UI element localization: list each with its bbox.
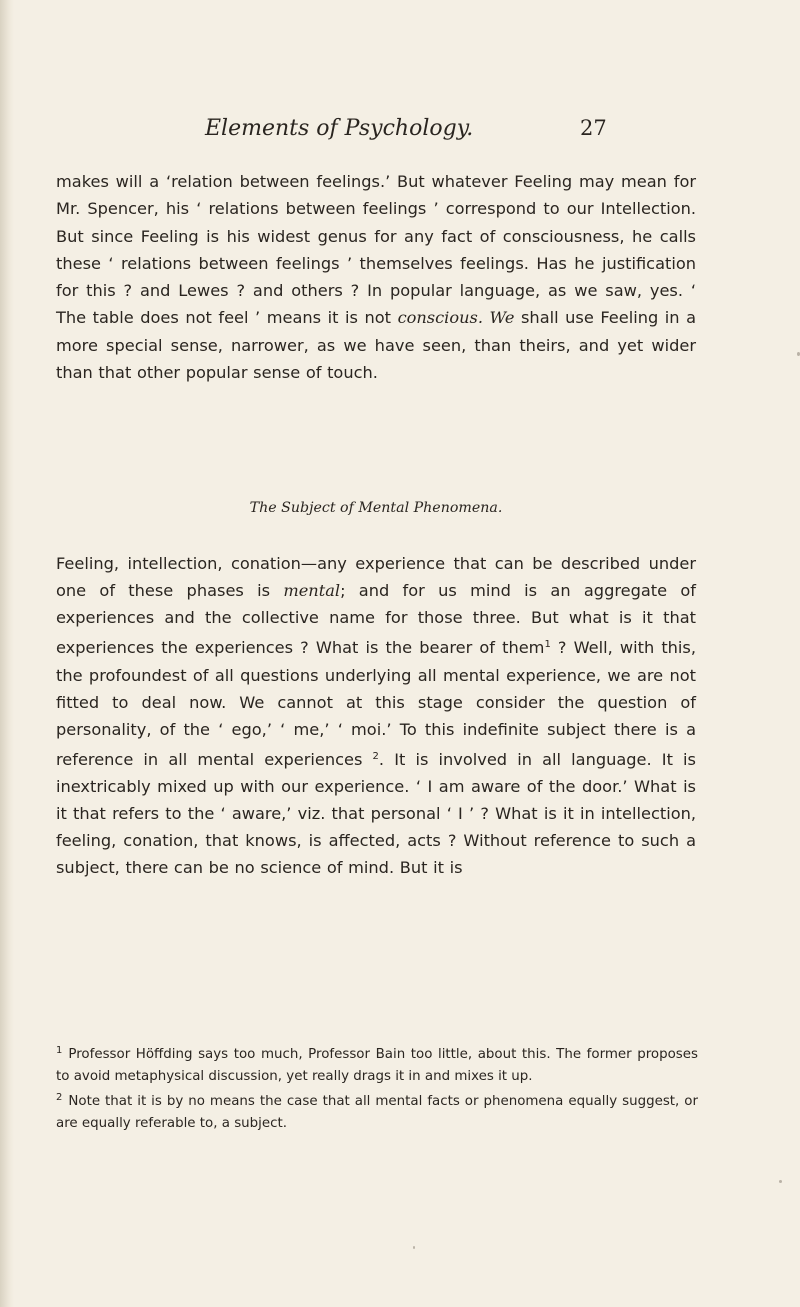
section-heading: The Subject of Mental Phenomena. [249,500,503,516]
paper-speck [779,1180,782,1183]
emphasis-mental: mental [283,581,341,601]
paragraph-2-text-b: ; and for us mind is an aggregate of experiences and the collective name for those three. But what is it that experiences the experiences ? What is the bearer of them [56,581,696,658]
paragraph-1-text-b: shall use Feeling in a more special sense, narrower, as we have seen, than theirs, and yet wider than that other popular sense of touch. [56,308,697,383]
footnote-ref-2[interactable]: 2 [372,750,379,762]
footnotes [56,1040,698,1134]
page-number: 27 [580,116,607,140]
running-title: Elements of Psychology. [205,116,474,141]
emphasis-we: We [489,308,515,328]
paragraph-2 [56,534,696,898]
footnote-2-text: Note that it is by no means the case that all mental facts or phenomena equally suggest, or are equally referable to, a subject. [56,1094,698,1131]
footnote-2 [56,1087,698,1134]
emphasis-conscious: conscious. [397,308,483,328]
paragraph-1-text-a: makes will a ‘relation between feelings.’ But whatever Feeling may mean for Mr. Spencer, his ‘ relations between feelings ’ correspond to our Intellection. But since Feeling is his widest genus for any fact of consciousness, he calls these ‘ relations between feelings ’ themselves feelings. Has he justification for this ? and Lewes ? and others ? In popular language, as we saw, yes. ‘ The table does not feel ’ means it is not [56,172,696,328]
page-gutter [0,0,14,1307]
footnote-1-mark: 1 [56,1045,63,1056]
footnote-1 [56,1040,698,1087]
paragraph-2-text-d: . It is involved in all language. It is inextricably mixed up with our experience. ‘ I am aware of the door.’ What is it that refers to the ‘ aware,’ viz. that personal ‘ I ’ ? What is it in intellection, feeling, conation, that knows, is affected, acts ? Without reference to such a subject, there can be no science of mind. But it is [56,749,696,878]
paragraph-2-text-a: Feeling, intellection, conation—any experience that can be described under one of these phases is [56,554,696,601]
footnote-ref-1[interactable]: 1 [544,639,551,651]
footnote-2-mark: 2 [56,1092,63,1104]
footnote-1-text: Professor Höffding says too much, Professor Bain too little, about this. The former proposes to avoid metaphysical discussion, yet really drags it in and mixes it up. [56,1047,698,1084]
paper-speck [413,1246,415,1249]
paragraph-1 [56,168,696,386]
paragraph-2-text-c: ? Well, with this, the profoundest of all questions underlying all mental experience, we are not fitted to deal now. We cannot at this stage consider the question of personality, of the ‘ ego,’ ‘ me,’ ‘ moi.’ To this indefinite subject there is a reference in all mental experiences [56,638,697,769]
